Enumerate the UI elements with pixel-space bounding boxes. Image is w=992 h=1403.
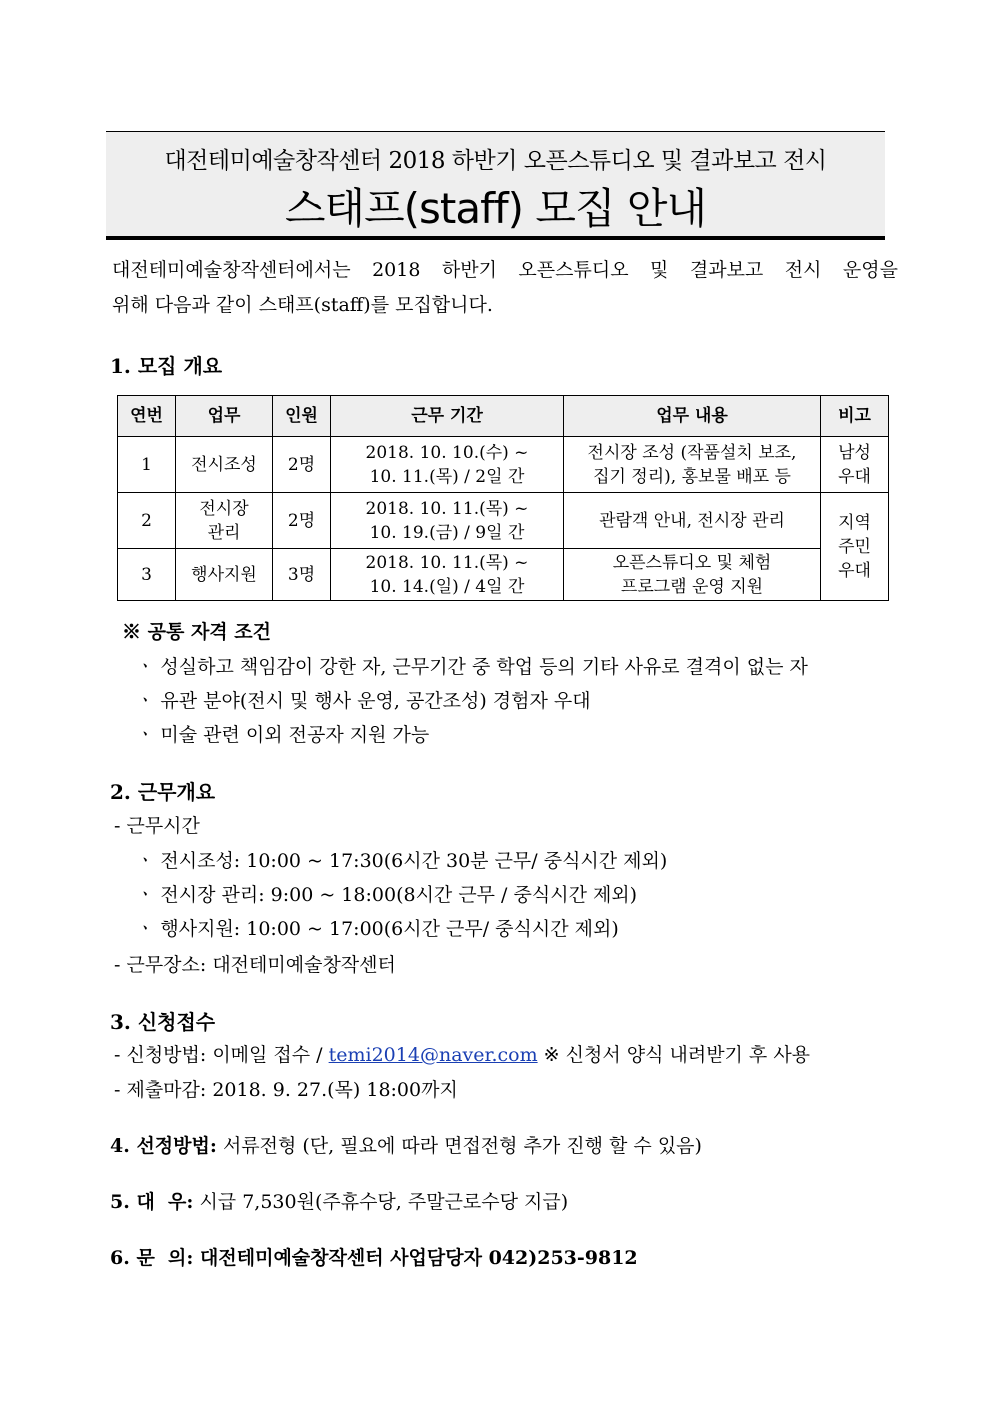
cell-task: 행사지원 (176, 549, 273, 601)
deadline: - 제출마감: 2018. 9. 27.(목) 18:00까지 (114, 1079, 458, 1101)
cell-desc: 관람객 안내, 전시장 관리 (564, 493, 821, 549)
cell-period (331, 493, 564, 549)
desc-line-1: 전시장 조성 (작품설치 보조, (587, 442, 797, 463)
section6 (110, 1243, 638, 1270)
section5-text: 시급 7,530원(주휴수당, 주말근로수당 지급) (199, 1191, 569, 1213)
work-place: - 근무장소: 대전테미예술창작센터 (114, 954, 396, 976)
col-header-task: 업무 (176, 396, 273, 437)
table-row (118, 549, 889, 601)
col-header-desc: 업무 내용 (564, 396, 821, 437)
section4-text: 서류전형 (단, 필요에 따라 면접전형 추가 진행 할 수 있음) (222, 1135, 702, 1157)
period-line-2: 10. 19.(금) / 9일 간 (369, 522, 525, 543)
desc-line-2: 프로그램 운영 지원 (620, 576, 764, 597)
desc-line-1: 오픈스튜디오 및 체험 (612, 552, 772, 573)
intro-line-2: 위해 다음과 같이 스태프(staff)를 모집합니다. (112, 294, 493, 316)
intro-line-1: 대전테미예술창작센터에서는 2018 하반기 오픈스튜디오 및 결과보고 전시 운영을 (112, 259, 898, 281)
section6-text: 대전테미예술창작센터 사업담당자 042)253-9812 (200, 1247, 638, 1269)
document-title: 스태프(staff) 모집 안내 (284, 184, 707, 233)
qualification-item: ㆍ 미술 관련 이외 전공자 지원 가능 (136, 724, 430, 746)
work-hours-label: - 근무시간 (114, 815, 200, 837)
recruit-table (117, 395, 889, 601)
title-box (106, 131, 885, 240)
col-header-count: 인원 (273, 396, 331, 437)
col-header-note: 비고 (821, 396, 889, 437)
cell-no: 3 (118, 549, 176, 601)
period-line-2: 10. 11.(목) / 2일 간 (369, 466, 525, 487)
cell-task: 전시조성 (176, 437, 273, 493)
cell-note (821, 493, 889, 601)
note-text: 남성 우대 (838, 442, 871, 487)
desc-line-2: 집기 정리), 홍보물 배포 등 (593, 466, 791, 487)
section1-heading: 1. 모집 개요 (110, 354, 223, 378)
section4-label: 4. 선정방법: (110, 1135, 217, 1157)
qualification-heading: ※ 공통 자격 조건 (122, 621, 271, 643)
period-line-2: 10. 14.(일) / 4일 간 (369, 576, 525, 597)
cell-desc (564, 437, 821, 493)
table-row (118, 493, 889, 549)
apply-method-suffix: ※ 신청서 양식 내려받기 후 사용 (543, 1044, 811, 1066)
section3-heading: 3. 신청접수 (110, 1010, 216, 1034)
work-hours-item: ㆍ 행사지원: 10:00 ~ 17:00(6시간 근무/ 중식시간 제외) (136, 918, 619, 940)
table-row (118, 437, 889, 493)
cell-task (176, 493, 273, 549)
period-line-1: 2018. 10. 11.(목) ~ (365, 498, 529, 519)
cell-no: 1 (118, 437, 176, 493)
email-link[interactable]: temi2014@naver.com (328, 1044, 538, 1066)
task-line-2: 관리 (207, 522, 241, 543)
period-line-1: 2018. 10. 11.(목) ~ (365, 552, 529, 573)
section5 (110, 1187, 568, 1214)
section5-label: 5. 대 우: (110, 1191, 194, 1213)
document-subtitle: 대전테미예술창작센터 2018 하반기 오픈스튜디오 및 결과보고 전시 (164, 148, 827, 174)
qualification-item: ㆍ 성실하고 책임감이 강한 자, 근무기간 중 학업 등의 기타 사유로 결격이 없는 자 (136, 656, 808, 678)
apply-method (114, 1040, 810, 1067)
note-text: 지역 주민 우대 (838, 512, 871, 581)
cell-note (821, 437, 889, 493)
apply-method-prefix: - 신청방법: 이메일 접수 / (114, 1044, 323, 1066)
section4 (110, 1131, 702, 1158)
cell-desc (564, 549, 821, 601)
task-line-1: 전시장 (199, 498, 249, 519)
cell-count: 3명 (273, 549, 331, 601)
cell-no: 2 (118, 493, 176, 549)
work-hours-item: ㆍ 전시장 관리: 9:00 ~ 18:00(8시간 근무 / 중식시간 제외) (136, 884, 638, 906)
section6-label: 6. 문 의: (110, 1247, 194, 1269)
col-header-period: 근무 기간 (331, 396, 564, 437)
work-hours-item: ㆍ 전시조성: 10:00 ~ 17:30(6시간 30분 근무/ 중식시간 제외) (136, 850, 668, 872)
table-header-row (118, 396, 889, 437)
cell-count: 2명 (273, 493, 331, 549)
cell-period (331, 437, 564, 493)
qualification-item: ㆍ 유관 분야(전시 및 행사 운영, 공간조성) 경험자 우대 (136, 690, 591, 712)
period-line-1: 2018. 10. 10.(수) ~ (365, 442, 529, 463)
cell-period (331, 549, 564, 601)
cell-count: 2명 (273, 437, 331, 493)
col-header-no: 연번 (118, 396, 176, 437)
section2-heading: 2. 근무개요 (110, 780, 216, 804)
